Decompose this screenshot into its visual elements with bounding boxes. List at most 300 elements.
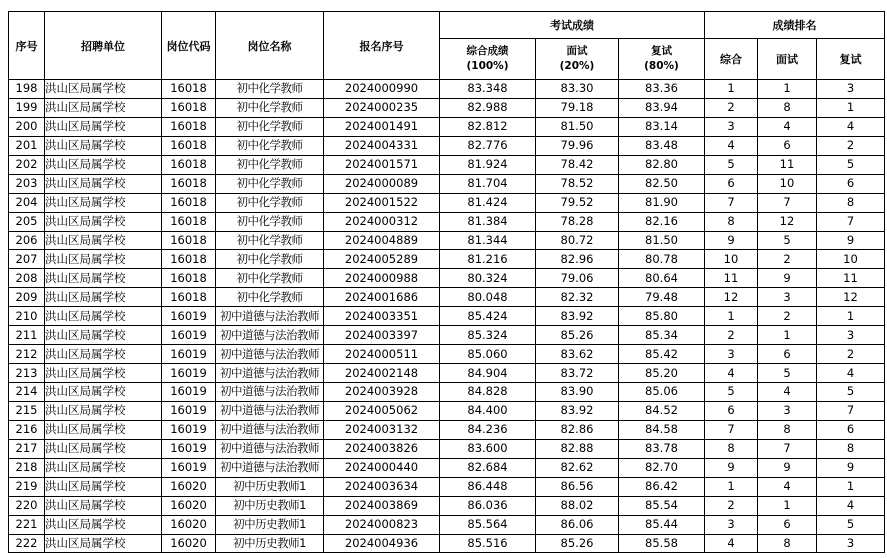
cell-rank-total: 6 <box>705 401 758 420</box>
cell-rank-retest: 3 <box>817 326 885 345</box>
cell-rank-retest: 5 <box>817 515 885 534</box>
cell-total-score: 81.216 <box>440 250 536 269</box>
cell-seq: 198 <box>9 80 45 99</box>
cell-total-score: 82.776 <box>440 136 536 155</box>
header-total-score <box>440 39 536 80</box>
cell-unit: 洪山区局属学校 <box>45 515 162 534</box>
cell-reg-no: 2024000089 <box>324 174 440 193</box>
cell-post-code: 16018 <box>162 212 216 231</box>
cell-rank-interview: 7 <box>758 193 817 212</box>
cell-rank-total: 1 <box>705 80 758 99</box>
header-interview-score <box>536 39 619 80</box>
cell-unit: 洪山区局属学校 <box>45 307 162 326</box>
cell-rank-total: 5 <box>705 383 758 402</box>
cell-seq: 204 <box>9 193 45 212</box>
cell-total-score: 81.704 <box>440 174 536 193</box>
header-scores-group: 考试成绩 <box>440 12 705 39</box>
cell-rank-interview: 11 <box>758 155 817 174</box>
cell-retest-score: 82.50 <box>619 174 705 193</box>
table-row <box>9 383 885 402</box>
cell-reg-no: 2024003132 <box>324 420 440 439</box>
cell-post-code: 16018 <box>162 174 216 193</box>
header-retest-score-name: 复试 <box>651 45 672 57</box>
table-row <box>9 155 885 174</box>
cell-post-name: 初中历史教师1 <box>216 534 324 553</box>
cell-rank-retest: 5 <box>817 155 885 174</box>
cell-retest-score: 85.58 <box>619 534 705 553</box>
cell-seq: 207 <box>9 250 45 269</box>
cell-rank-total: 10 <box>705 250 758 269</box>
cell-retest-score: 86.42 <box>619 477 705 496</box>
cell-interview-score: 85.26 <box>536 534 619 553</box>
table-row <box>9 458 885 477</box>
table-row <box>9 420 885 439</box>
cell-interview-score: 79.18 <box>536 98 619 117</box>
cell-interview-score: 86.56 <box>536 477 619 496</box>
cell-rank-interview: 9 <box>758 458 817 477</box>
cell-total-score: 81.924 <box>440 155 536 174</box>
table-row <box>9 326 885 345</box>
cell-unit: 洪山区局属学校 <box>45 193 162 212</box>
cell-total-score: 81.384 <box>440 212 536 231</box>
cell-post-name: 初中化学教师 <box>216 98 324 117</box>
cell-seq: 213 <box>9 364 45 383</box>
cell-total-score: 86.448 <box>440 477 536 496</box>
cell-unit: 洪山区局属学校 <box>45 345 162 364</box>
cell-post-name: 初中道德与法治教师 <box>216 420 324 439</box>
cell-seq: 210 <box>9 307 45 326</box>
cell-interview-score: 79.06 <box>536 269 619 288</box>
cell-retest-score: 85.34 <box>619 326 705 345</box>
cell-total-score: 85.324 <box>440 326 536 345</box>
cell-rank-total: 6 <box>705 174 758 193</box>
table-row <box>9 288 885 307</box>
cell-seq: 218 <box>9 458 45 477</box>
cell-post-name: 初中化学教师 <box>216 155 324 174</box>
cell-unit: 洪山区局属学校 <box>45 136 162 155</box>
cell-post-name: 初中化学教师 <box>216 288 324 307</box>
cell-seq: 203 <box>9 174 45 193</box>
cell-retest-score: 82.80 <box>619 155 705 174</box>
cell-retest-score: 84.58 <box>619 420 705 439</box>
header-unit: 招聘单位 <box>45 12 162 80</box>
cell-seq: 220 <box>9 496 45 515</box>
cell-rank-interview: 6 <box>758 345 817 364</box>
cell-seq: 202 <box>9 155 45 174</box>
cell-rank-retest: 2 <box>817 136 885 155</box>
cell-post-name: 初中道德与法治教师 <box>216 439 324 458</box>
cell-rank-total: 4 <box>705 534 758 553</box>
cell-post-code: 16019 <box>162 326 216 345</box>
table-row <box>9 439 885 458</box>
cell-interview-score: 88.02 <box>536 496 619 515</box>
cell-seq: 208 <box>9 269 45 288</box>
table-row <box>9 307 885 326</box>
cell-reg-no: 2024005289 <box>324 250 440 269</box>
cell-rank-retest: 4 <box>817 364 885 383</box>
cell-post-name: 初中化学教师 <box>216 174 324 193</box>
header-rank-retest: 复试 <box>817 39 885 80</box>
cell-interview-score: 83.30 <box>536 80 619 99</box>
cell-interview-score: 82.32 <box>536 288 619 307</box>
cell-post-name: 初中化学教师 <box>216 80 324 99</box>
cell-rank-total: 1 <box>705 477 758 496</box>
header-post-code: 岗位代码 <box>162 12 216 80</box>
cell-reg-no: 2024000990 <box>324 80 440 99</box>
cell-rank-total: 2 <box>705 496 758 515</box>
cell-unit: 洪山区局属学校 <box>45 439 162 458</box>
cell-post-name: 初中化学教师 <box>216 269 324 288</box>
table-row <box>9 515 885 534</box>
cell-rank-interview: 10 <box>758 174 817 193</box>
cell-reg-no: 2024003928 <box>324 383 440 402</box>
header-post-name: 岗位名称 <box>216 12 324 80</box>
cell-seq: 214 <box>9 383 45 402</box>
cell-interview-score: 78.42 <box>536 155 619 174</box>
cell-rank-total: 2 <box>705 326 758 345</box>
cell-post-code: 16020 <box>162 477 216 496</box>
cell-rank-retest: 2 <box>817 345 885 364</box>
cell-rank-total: 8 <box>705 212 758 231</box>
table-row <box>9 345 885 364</box>
score-table <box>8 11 885 553</box>
cell-retest-score: 81.50 <box>619 231 705 250</box>
cell-reg-no: 2024005062 <box>324 401 440 420</box>
table-row <box>9 269 885 288</box>
cell-seq: 199 <box>9 98 45 117</box>
cell-retest-score: 85.54 <box>619 496 705 515</box>
header-total-score-weight: (100%) <box>466 60 509 72</box>
cell-post-name: 初中化学教师 <box>216 117 324 136</box>
cell-reg-no: 2024002148 <box>324 364 440 383</box>
table-row <box>9 250 885 269</box>
cell-rank-retest: 8 <box>817 439 885 458</box>
cell-rank-interview: 2 <box>758 307 817 326</box>
cell-seq: 201 <box>9 136 45 155</box>
cell-total-score: 82.684 <box>440 458 536 477</box>
cell-rank-interview: 6 <box>758 515 817 534</box>
cell-rank-retest: 9 <box>817 231 885 250</box>
cell-post-code: 16019 <box>162 401 216 420</box>
cell-post-code: 16019 <box>162 307 216 326</box>
cell-rank-total: 11 <box>705 269 758 288</box>
cell-seq: 217 <box>9 439 45 458</box>
cell-rank-interview: 3 <box>758 288 817 307</box>
cell-unit: 洪山区局属学校 <box>45 534 162 553</box>
cell-rank-interview: 3 <box>758 401 817 420</box>
table-row <box>9 212 885 231</box>
header-rank-total: 综合 <box>705 39 758 80</box>
table-row <box>9 534 885 553</box>
cell-seq: 212 <box>9 345 45 364</box>
cell-post-name: 初中历史教师1 <box>216 496 324 515</box>
cell-rank-interview: 7 <box>758 439 817 458</box>
cell-rank-retest: 5 <box>817 383 885 402</box>
cell-rank-total: 3 <box>705 117 758 136</box>
cell-rank-total: 7 <box>705 420 758 439</box>
cell-rank-interview: 4 <box>758 117 817 136</box>
cell-reg-no: 2024000440 <box>324 458 440 477</box>
cell-rank-interview: 1 <box>758 326 817 345</box>
cell-rank-total: 3 <box>705 515 758 534</box>
cell-reg-no: 2024000511 <box>324 345 440 364</box>
header-rank-group: 成绩排名 <box>705 12 885 39</box>
cell-post-code: 16018 <box>162 136 216 155</box>
cell-rank-retest: 6 <box>817 174 885 193</box>
cell-retest-score: 83.94 <box>619 98 705 117</box>
cell-retest-score: 84.52 <box>619 401 705 420</box>
cell-reg-no: 2024001522 <box>324 193 440 212</box>
cell-interview-score: 80.72 <box>536 231 619 250</box>
cell-post-name: 初中道德与法治教师 <box>216 383 324 402</box>
cell-post-name: 初中化学教师 <box>216 136 324 155</box>
table-row <box>9 401 885 420</box>
cell-post-code: 16018 <box>162 231 216 250</box>
table-row <box>9 136 885 155</box>
cell-reg-no: 2024001571 <box>324 155 440 174</box>
table-row <box>9 193 885 212</box>
cell-unit: 洪山区局属学校 <box>45 174 162 193</box>
cell-rank-retest: 1 <box>817 477 885 496</box>
cell-post-name: 初中化学教师 <box>216 212 324 231</box>
cell-unit: 洪山区局属学校 <box>45 458 162 477</box>
cell-interview-score: 83.72 <box>536 364 619 383</box>
cell-rank-total: 4 <box>705 136 758 155</box>
cell-post-name: 初中道德与法治教师 <box>216 345 324 364</box>
cell-rank-total: 2 <box>705 98 758 117</box>
cell-rank-interview: 9 <box>758 269 817 288</box>
cell-interview-score: 85.26 <box>536 326 619 345</box>
cell-retest-score: 81.90 <box>619 193 705 212</box>
cell-rank-retest: 4 <box>817 117 885 136</box>
header-row-1 <box>9 12 885 39</box>
cell-unit: 洪山区局属学校 <box>45 269 162 288</box>
cell-total-score: 85.060 <box>440 345 536 364</box>
cell-post-code: 16018 <box>162 250 216 269</box>
table-row <box>9 80 885 99</box>
cell-rank-retest: 7 <box>817 401 885 420</box>
header-retest-score <box>619 39 705 80</box>
cell-post-name: 初中道德与法治教师 <box>216 458 324 477</box>
table-row <box>9 364 885 383</box>
cell-rank-interview: 8 <box>758 98 817 117</box>
cell-rank-interview: 4 <box>758 477 817 496</box>
cell-total-score: 82.988 <box>440 98 536 117</box>
cell-interview-score: 79.52 <box>536 193 619 212</box>
cell-interview-score: 78.28 <box>536 212 619 231</box>
cell-rank-retest: 11 <box>817 269 885 288</box>
cell-rank-total: 8 <box>705 439 758 458</box>
cell-retest-score: 82.70 <box>619 458 705 477</box>
cell-post-code: 16019 <box>162 345 216 364</box>
cell-interview-score: 83.90 <box>536 383 619 402</box>
cell-reg-no: 2024003826 <box>324 439 440 458</box>
cell-reg-no: 2024001686 <box>324 288 440 307</box>
cell-total-score: 85.516 <box>440 534 536 553</box>
cell-interview-score: 79.96 <box>536 136 619 155</box>
cell-post-code: 16020 <box>162 534 216 553</box>
cell-reg-no: 2024003869 <box>324 496 440 515</box>
cell-total-score: 84.828 <box>440 383 536 402</box>
cell-rank-interview: 1 <box>758 496 817 515</box>
cell-rank-retest: 4 <box>817 496 885 515</box>
cell-seq: 205 <box>9 212 45 231</box>
cell-rank-retest: 7 <box>817 212 885 231</box>
cell-post-name: 初中化学教师 <box>216 193 324 212</box>
cell-post-code: 16018 <box>162 193 216 212</box>
cell-total-score: 85.424 <box>440 307 536 326</box>
cell-rank-retest: 3 <box>817 534 885 553</box>
cell-interview-score: 82.62 <box>536 458 619 477</box>
cell-total-score: 84.236 <box>440 420 536 439</box>
cell-unit: 洪山区局属学校 <box>45 250 162 269</box>
cell-total-score: 82.812 <box>440 117 536 136</box>
cell-rank-total: 4 <box>705 364 758 383</box>
cell-retest-score: 85.42 <box>619 345 705 364</box>
cell-post-name: 初中历史教师1 <box>216 477 324 496</box>
cell-retest-score: 83.78 <box>619 439 705 458</box>
cell-post-code: 16019 <box>162 364 216 383</box>
table-row <box>9 98 885 117</box>
header-total-score-name: 综合成绩 <box>466 45 509 57</box>
cell-post-code: 16019 <box>162 458 216 477</box>
cell-unit: 洪山区局属学校 <box>45 155 162 174</box>
cell-interview-score: 86.06 <box>536 515 619 534</box>
cell-total-score: 86.036 <box>440 496 536 515</box>
cell-total-score: 80.048 <box>440 288 536 307</box>
cell-rank-interview: 12 <box>758 212 817 231</box>
cell-rank-retest: 3 <box>817 80 885 99</box>
cell-retest-score: 83.14 <box>619 117 705 136</box>
cell-unit: 洪山区局属学校 <box>45 288 162 307</box>
cell-post-code: 16020 <box>162 496 216 515</box>
cell-reg-no: 2024004936 <box>324 534 440 553</box>
cell-total-score: 83.600 <box>440 439 536 458</box>
cell-rank-interview: 1 <box>758 80 817 99</box>
cell-rank-interview: 5 <box>758 231 817 250</box>
cell-rank-total: 5 <box>705 155 758 174</box>
cell-retest-score: 85.44 <box>619 515 705 534</box>
cell-interview-score: 83.62 <box>536 345 619 364</box>
cell-post-name: 初中道德与法治教师 <box>216 307 324 326</box>
cell-rank-retest: 6 <box>817 420 885 439</box>
cell-total-score: 81.344 <box>440 231 536 250</box>
cell-reg-no: 2024003351 <box>324 307 440 326</box>
cell-total-score: 80.324 <box>440 269 536 288</box>
cell-retest-score: 83.48 <box>619 136 705 155</box>
cell-interview-score: 78.52 <box>536 174 619 193</box>
cell-post-code: 16019 <box>162 439 216 458</box>
table-row <box>9 496 885 515</box>
cell-unit: 洪山区局属学校 <box>45 231 162 250</box>
cell-rank-total: 7 <box>705 193 758 212</box>
cell-post-code: 16018 <box>162 269 216 288</box>
cell-reg-no: 2024000988 <box>324 269 440 288</box>
cell-total-score: 84.904 <box>440 364 536 383</box>
cell-rank-interview: 2 <box>758 250 817 269</box>
cell-interview-score: 82.86 <box>536 420 619 439</box>
cell-unit: 洪山区局属学校 <box>45 98 162 117</box>
cell-unit: 洪山区局属学校 <box>45 496 162 515</box>
cell-rank-retest: 9 <box>817 458 885 477</box>
cell-seq: 222 <box>9 534 45 553</box>
cell-post-code: 16019 <box>162 383 216 402</box>
cell-rank-interview: 5 <box>758 364 817 383</box>
cell-post-code: 16018 <box>162 80 216 99</box>
header-rank-interview: 面试 <box>758 39 817 80</box>
table-row <box>9 174 885 193</box>
cell-retest-score: 80.64 <box>619 269 705 288</box>
cell-interview-score: 83.92 <box>536 307 619 326</box>
cell-interview-score: 81.50 <box>536 117 619 136</box>
cell-reg-no: 2024004331 <box>324 136 440 155</box>
cell-seq: 209 <box>9 288 45 307</box>
cell-rank-retest: 10 <box>817 250 885 269</box>
cell-post-code: 16018 <box>162 288 216 307</box>
cell-total-score: 85.564 <box>440 515 536 534</box>
cell-seq: 219 <box>9 477 45 496</box>
cell-rank-retest: 12 <box>817 288 885 307</box>
cell-post-name: 初中化学教师 <box>216 250 324 269</box>
cell-interview-score: 82.96 <box>536 250 619 269</box>
cell-rank-interview: 4 <box>758 383 817 402</box>
header-interview-score-weight: (20%) <box>559 60 595 72</box>
cell-post-code: 16020 <box>162 515 216 534</box>
cell-post-name: 初中历史教师1 <box>216 515 324 534</box>
table-body <box>9 80 885 553</box>
cell-post-name: 初中道德与法治教师 <box>216 364 324 383</box>
cell-retest-score: 85.06 <box>619 383 705 402</box>
cell-rank-total: 3 <box>705 345 758 364</box>
header-interview-score-name: 面试 <box>566 45 588 57</box>
cell-interview-score: 83.92 <box>536 401 619 420</box>
cell-unit: 洪山区局属学校 <box>45 383 162 402</box>
cell-post-name: 初中化学教师 <box>216 231 324 250</box>
cell-post-code: 16018 <box>162 117 216 136</box>
cell-retest-score: 82.16 <box>619 212 705 231</box>
cell-rank-retest: 8 <box>817 193 885 212</box>
cell-post-name: 初中道德与法治教师 <box>216 326 324 345</box>
cell-unit: 洪山区局属学校 <box>45 326 162 345</box>
cell-unit: 洪山区局属学校 <box>45 477 162 496</box>
cell-unit: 洪山区局属学校 <box>45 117 162 136</box>
cell-rank-retest: 1 <box>817 98 885 117</box>
cell-reg-no: 2024000823 <box>324 515 440 534</box>
table-row <box>9 231 885 250</box>
cell-retest-score: 79.48 <box>619 288 705 307</box>
cell-rank-interview: 6 <box>758 136 817 155</box>
cell-seq: 216 <box>9 420 45 439</box>
cell-seq: 206 <box>9 231 45 250</box>
cell-seq: 221 <box>9 515 45 534</box>
cell-unit: 洪山区局属学校 <box>45 364 162 383</box>
cell-reg-no: 2024000235 <box>324 98 440 117</box>
cell-retest-score: 85.20 <box>619 364 705 383</box>
cell-rank-interview: 8 <box>758 534 817 553</box>
cell-total-score: 83.348 <box>440 80 536 99</box>
cell-total-score: 84.400 <box>440 401 536 420</box>
cell-reg-no: 2024001491 <box>324 117 440 136</box>
cell-rank-total: 12 <box>705 288 758 307</box>
cell-retest-score: 85.80 <box>619 307 705 326</box>
cell-rank-total: 1 <box>705 307 758 326</box>
cell-interview-score: 82.88 <box>536 439 619 458</box>
cell-post-name: 初中道德与法治教师 <box>216 401 324 420</box>
cell-total-score: 81.424 <box>440 193 536 212</box>
cell-post-code: 16018 <box>162 98 216 117</box>
cell-post-code: 16018 <box>162 155 216 174</box>
cell-reg-no: 2024004889 <box>324 231 440 250</box>
